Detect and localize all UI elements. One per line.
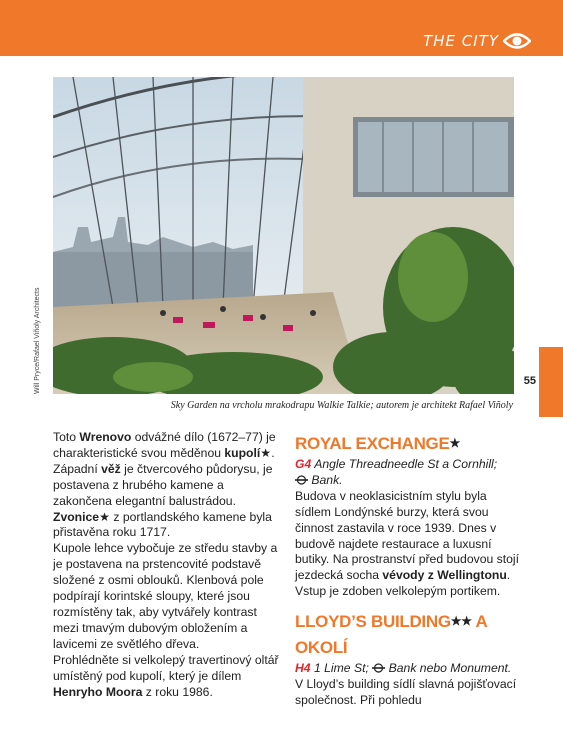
underground-icon <box>372 663 385 673</box>
photo-caption: Sky Garden na vrcholu mrakodrapu Walkie Talkie; autorem je architekt Rafael Viñoly <box>170 400 513 411</box>
header-band <box>0 0 563 56</box>
eye-icon <box>503 31 531 51</box>
bold-text: Zvonice <box>53 509 100 524</box>
address: 1 Lime St; <box>313 661 369 676</box>
photo-credit: Will Pryce/Rafael Viñoly Architects <box>34 287 41 394</box>
star-rating: ★ <box>260 445 272 460</box>
text: z roku 1986. <box>142 684 213 699</box>
royal-exchange-location <box>295 457 520 489</box>
paragraph <box>295 489 520 600</box>
text: . Vstup je zdoben velkolepým portikem. <box>295 568 511 599</box>
star-rating: ★ <box>449 436 460 450</box>
royal-exchange-heading <box>295 430 520 457</box>
paragraph: Kupole lehce vybočuje ze středu stavby a je postavena na prstencovité podstavě složené z osmi oblouků. Klenbová pole podpírají korintské sloupy, které jsou rozmístěny tak, aby vytvářely kontrast mezi tmavým dubovým obložením a lavicemi ze světlého dřeva. <box>53 541 278 651</box>
right-column <box>295 430 520 709</box>
paragraph <box>53 653 283 701</box>
left-column <box>53 430 283 700</box>
bold-text: vévody z Wellingtonu <box>382 568 507 583</box>
text: Toto <box>53 430 80 444</box>
bold-text: věž <box>101 461 121 476</box>
underground-icon <box>295 475 308 485</box>
paragraph <box>53 430 283 541</box>
map-grid-ref: G4 <box>295 457 312 471</box>
lloyds-building-heading <box>295 608 520 661</box>
sky-garden-photo <box>53 77 514 394</box>
text: . Západní <box>53 445 275 476</box>
text: je čtvercového půdorysu, je postavena z hrubého kamene a zakončena elegantní balustrádou. <box>53 461 273 508</box>
star-rating: ★★ <box>450 614 472 629</box>
map-grid-ref: H4 <box>295 661 311 676</box>
bold-text: kupolí <box>224 445 261 460</box>
text: odvážné dílo (1672–77) je charakteristické svou měděnou <box>53 430 276 460</box>
page-side-tab <box>539 347 563 417</box>
paragraph: V Lloyd’s building sídlí slavná pojišťovací společnost. Při pohledu <box>295 677 517 707</box>
text: Budova v neoklasicistním stylu byla sídlem Londýnské burzy, která svou činnost zastavila v roce 1939. Dnes v budově najdete restaurace a luxusní butiky. Na prostranství před budovou stojí jezdecká socha <box>295 488 520 583</box>
address: Angle Threadneedle St a Cornhill; <box>314 457 498 471</box>
section-title: THE CITY <box>423 32 499 50</box>
page-number: 55 <box>523 375 536 387</box>
text: Prohlédněte si velkolepý travertinový oltář umístěný pod kupolí, který je dílem <box>53 652 279 683</box>
bold-text: Wrenovo <box>79 430 132 444</box>
heading-text: LLOYD’S BUILDING <box>295 612 451 632</box>
heading-text: A OKOLÍ <box>295 612 487 658</box>
station: Bank nebo Monument. <box>388 661 512 676</box>
star-rating: ★ <box>99 509 110 524</box>
heading-text: ROYAL EXCHANGE <box>295 434 450 453</box>
bold-text: Henryho Moora <box>53 684 143 699</box>
station: Bank. <box>311 472 343 487</box>
text: z portlandského kamene byla přistavěna roku 1717. <box>53 509 272 540</box>
lloyds-location <box>295 661 520 677</box>
